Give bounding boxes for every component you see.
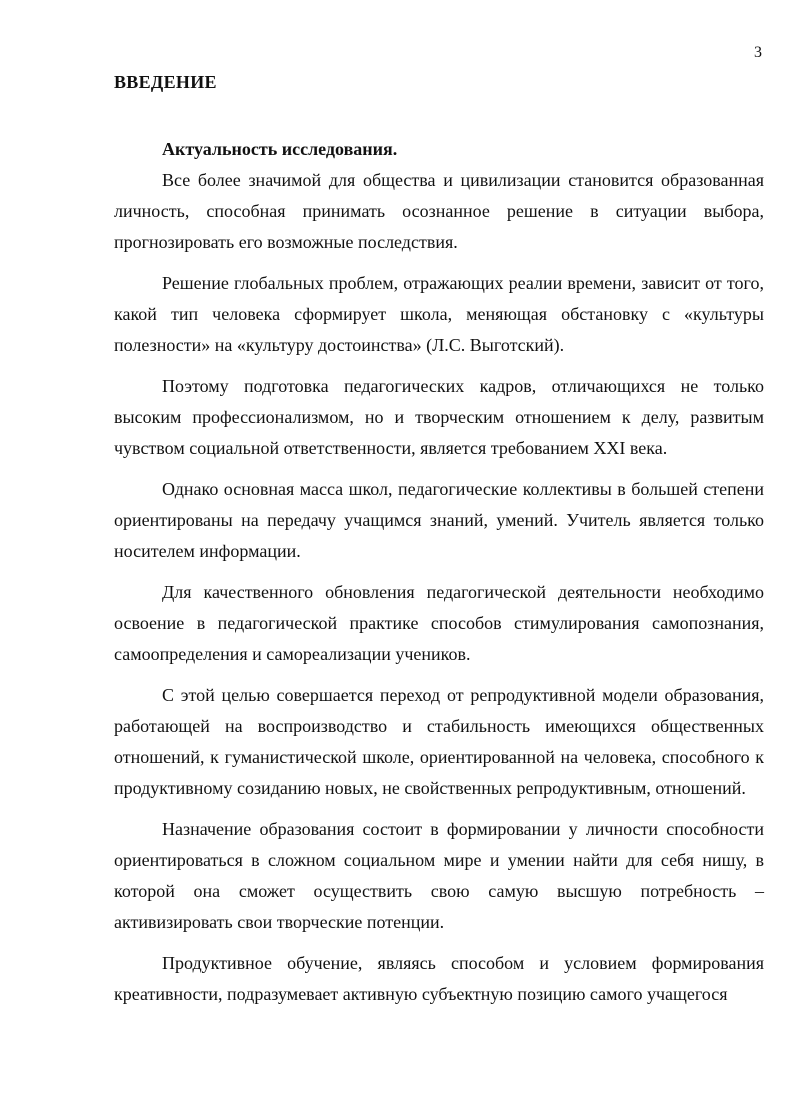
paragraph: Решение глобальных проблем, отражающих реалии времени, зависит от того, какой тип человека сформирует школа, меняющая обстановку с «культуры полезности» на «культуру достоинства» (Л.С. Выготский).: [114, 273, 764, 355]
paragraph: Назначение образования состоит в формировании у личности способности ориентироваться в сложном социальном мире и умении найти для себя нишу, в которой она сможет осуществить свою самую высшую потребность – активизировать свои творческие потенции.: [114, 819, 764, 932]
paragraph: Поэтому подготовка педагогических кадров, отличающихся не только высоким профессионализмом, но и творческим отношением к делу, развитым чувством социальной ответственности, является требованием XXI века.: [114, 376, 764, 458]
paragraph: Все более значимой для общества и цивилизации становится образованная личность, способная принимать осознанное решение в ситуации выбора, прогнозировать его возможные последствия.: [114, 170, 764, 252]
paragraph: С этой целью совершается переход от репродуктивной модели образования, работающей на воспроизводство и стабильность имеющихся общественных отношений, к гуманистической школе, ориентированной на человека, способного к продуктивному созиданию новых, не свойственных репродуктивным, отношений.: [114, 685, 764, 798]
paragraph: Продуктивное обучение, являясь способом и условием формирования креативности, подразумевает активную субъектную позицию самого учащегося: [114, 953, 764, 1004]
document-body: [114, 134, 764, 1020]
section-heading: ВВЕДЕНИЕ: [114, 72, 217, 92]
page-number: 3: [754, 44, 762, 61]
paragraph: Для качественного обновления педагогической деятельности необходимо освоение в педагогической практике способов стимулирования самопознания, самоопределения и самореализации учеников.: [114, 582, 764, 664]
paragraph: Однако основная масса школ, педагогические коллективы в большей степени ориентированы на передачу учащимся знаний, умений. Учитель является только носителем информации.: [114, 479, 764, 561]
subheading: Актуальность исследования.: [162, 139, 398, 159]
